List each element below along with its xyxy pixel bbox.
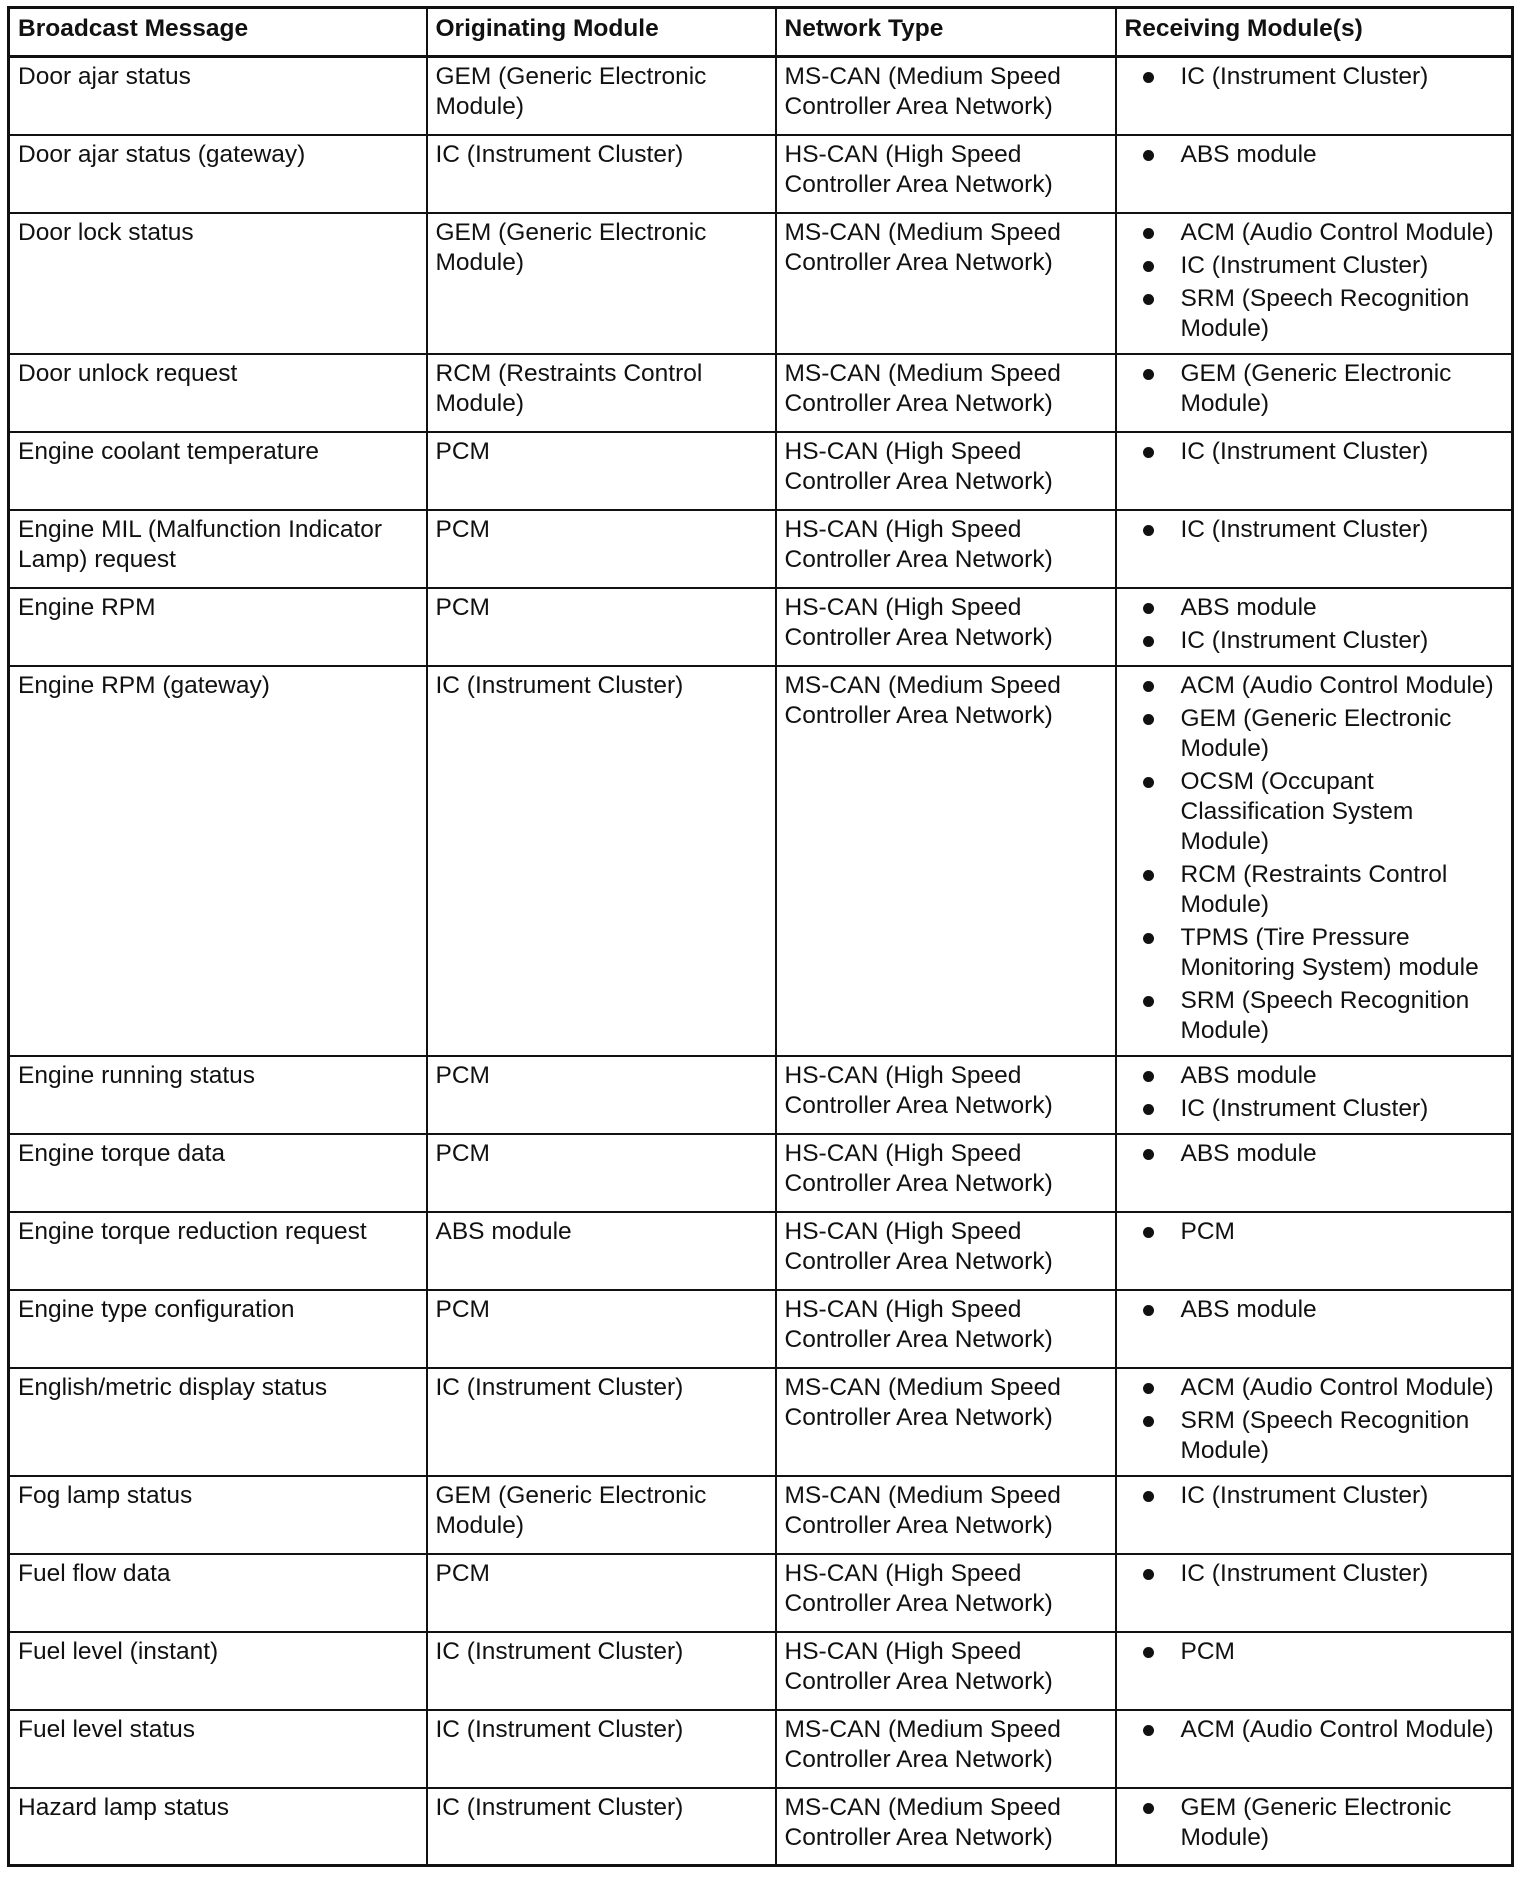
list-item	[1125, 923, 1504, 983]
bullet-icon	[1143, 1569, 1154, 1580]
broadcast-message-cell: Door ajar status	[9, 57, 427, 135]
network-type-cell: HS-CAN (High Speed Controller Area Network)	[776, 432, 1116, 510]
receiving-modules-list	[1125, 437, 1504, 467]
originating-module-cell: IC (Instrument Cluster)	[427, 1788, 776, 1866]
network-type-cell: HS-CAN (High Speed Controller Area Network)	[776, 1212, 1116, 1290]
originating-module-cell: PCM	[427, 1290, 776, 1368]
bullet-icon	[1143, 777, 1154, 788]
table-row	[9, 588, 1513, 666]
network-type-cell: HS-CAN (High Speed Controller Area Network)	[776, 135, 1116, 213]
broadcast-message-cell: Engine coolant temperature	[9, 432, 427, 510]
bullet-icon	[1143, 72, 1154, 83]
receiving-module-label: IC (Instrument Cluster)	[1180, 1094, 1429, 1122]
receiving-modules-list	[1125, 1559, 1504, 1589]
broadcast-message-cell: Engine running status	[9, 1056, 427, 1134]
receiving-modules-list	[1125, 593, 1504, 656]
bullet-icon	[1143, 228, 1154, 239]
header-row	[9, 8, 1513, 57]
bullet-icon	[1143, 1149, 1154, 1160]
bullet-icon	[1143, 681, 1154, 692]
receiving-modules-list	[1125, 671, 1504, 1046]
table-row	[9, 1632, 1513, 1710]
receiving-modules-list	[1125, 1793, 1504, 1853]
originating-module-cell: PCM	[427, 1056, 776, 1134]
receiving-module-label: GEM (Generic Electronic Module)	[1180, 359, 1452, 417]
broadcast-message-cell: Fog lamp status	[9, 1476, 427, 1554]
broadcast-message-cell: Engine RPM (gateway)	[9, 666, 427, 1056]
originating-module-cell: IC (Instrument Cluster)	[427, 135, 776, 213]
broadcast-message-cell: Door unlock request	[9, 354, 427, 432]
originating-module-cell: IC (Instrument Cluster)	[427, 1632, 776, 1710]
receiving-modules-cell	[1116, 432, 1513, 510]
list-item	[1125, 860, 1504, 920]
receiving-module-label: ACM (Audio Control Module)	[1180, 218, 1494, 246]
receiving-modules-list	[1125, 359, 1504, 419]
broadcast-message-cell: Engine RPM	[9, 588, 427, 666]
originating-module-cell: PCM	[427, 1554, 776, 1632]
list-item	[1125, 1217, 1504, 1247]
receiving-modules-cell	[1116, 588, 1513, 666]
header-broadcast-message: Broadcast Message	[9, 8, 427, 57]
originating-module-cell: IC (Instrument Cluster)	[427, 1368, 776, 1476]
bullet-icon	[1143, 1305, 1154, 1316]
receiving-modules-list	[1125, 218, 1504, 344]
network-type-cell: MS-CAN (Medium Speed Controller Area Network)	[776, 1710, 1116, 1788]
list-item	[1125, 140, 1504, 170]
receiving-module-label: PCM	[1180, 1637, 1235, 1665]
receiving-module-label: IC (Instrument Cluster)	[1180, 626, 1429, 654]
receiving-modules-list	[1125, 1481, 1504, 1511]
receiving-module-label: IC (Instrument Cluster)	[1180, 515, 1429, 543]
broadcast-message-cell: Door ajar status (gateway)	[9, 135, 427, 213]
receiving-module-label: TPMS (Tire Pressure Monitoring System) module	[1180, 923, 1479, 981]
list-item	[1125, 1094, 1504, 1124]
originating-module-cell: IC (Instrument Cluster)	[427, 1710, 776, 1788]
list-item	[1125, 1793, 1504, 1853]
header-network-type: Network Type	[776, 8, 1116, 57]
list-item	[1125, 251, 1504, 281]
list-item	[1125, 986, 1504, 1046]
receiving-module-label: PCM	[1180, 1217, 1235, 1245]
table-row	[9, 432, 1513, 510]
broadcast-message-cell: Engine torque data	[9, 1134, 427, 1212]
receiving-module-label: IC (Instrument Cluster)	[1180, 251, 1429, 279]
bullet-icon	[1143, 150, 1154, 161]
network-type-cell: MS-CAN (Medium Speed Controller Area Network)	[776, 1476, 1116, 1554]
receiving-modules-cell	[1116, 1632, 1513, 1710]
list-item	[1125, 1139, 1504, 1169]
network-type-cell: MS-CAN (Medium Speed Controller Area Network)	[776, 666, 1116, 1056]
receiving-modules-cell	[1116, 510, 1513, 588]
bullet-icon	[1143, 1491, 1154, 1502]
receiving-modules-list	[1125, 1373, 1504, 1466]
table-row	[9, 1056, 1513, 1134]
receiving-module-label: ACM (Audio Control Module)	[1180, 671, 1494, 699]
receiving-modules-cell	[1116, 135, 1513, 213]
originating-module-cell: GEM (Generic Electronic Module)	[427, 213, 776, 354]
network-type-cell: HS-CAN (High Speed Controller Area Network)	[776, 1632, 1116, 1710]
receiving-module-label: ABS module	[1180, 140, 1317, 168]
receiving-modules-cell	[1116, 1788, 1513, 1866]
bullet-icon	[1143, 870, 1154, 881]
receiving-module-label: RCM (Restraints Control Module)	[1180, 860, 1448, 918]
receiving-modules-cell	[1116, 354, 1513, 432]
table-row	[9, 510, 1513, 588]
receiving-modules-cell	[1116, 666, 1513, 1056]
receiving-modules-list	[1125, 1715, 1504, 1745]
header-receiving-modules: Receiving Module(s)	[1116, 8, 1513, 57]
network-type-cell: HS-CAN (High Speed Controller Area Network)	[776, 1290, 1116, 1368]
originating-module-cell: RCM (Restraints Control Module)	[427, 354, 776, 432]
broadcast-message-table	[7, 6, 1514, 1867]
originating-module-cell: GEM (Generic Electronic Module)	[427, 1476, 776, 1554]
list-item	[1125, 1481, 1504, 1511]
table-row	[9, 1212, 1513, 1290]
list-item	[1125, 1061, 1504, 1091]
network-type-cell: MS-CAN (Medium Speed Controller Area Network)	[776, 213, 1116, 354]
list-item	[1125, 437, 1504, 467]
list-item	[1125, 359, 1504, 419]
network-type-cell: HS-CAN (High Speed Controller Area Network)	[776, 1134, 1116, 1212]
originating-module-cell: PCM	[427, 432, 776, 510]
bullet-icon	[1143, 1647, 1154, 1658]
table-row	[9, 213, 1513, 354]
bullet-icon	[1143, 714, 1154, 725]
broadcast-message-cell: Fuel flow data	[9, 1554, 427, 1632]
list-item	[1125, 1637, 1504, 1667]
table-body	[9, 57, 1513, 1866]
bullet-icon	[1143, 1803, 1154, 1814]
bullet-icon	[1143, 603, 1154, 614]
table-row	[9, 1710, 1513, 1788]
originating-module-cell: PCM	[427, 510, 776, 588]
list-item	[1125, 1559, 1504, 1589]
network-type-cell: HS-CAN (High Speed Controller Area Network)	[776, 1554, 1116, 1632]
table-row	[9, 1290, 1513, 1368]
receiving-modules-cell	[1116, 213, 1513, 354]
receiving-module-label: IC (Instrument Cluster)	[1180, 63, 1429, 90]
table-row	[9, 1476, 1513, 1554]
receiving-module-label: GEM (Generic Electronic Module)	[1180, 704, 1452, 762]
receiving-modules-list	[1125, 62, 1504, 92]
network-type-cell: MS-CAN (Medium Speed Controller Area Network)	[776, 354, 1116, 432]
network-type-cell: HS-CAN (High Speed Controller Area Network)	[776, 510, 1116, 588]
bullet-icon	[1143, 1071, 1154, 1082]
table-row	[9, 666, 1513, 1056]
broadcast-message-cell: Hazard lamp status	[9, 1788, 427, 1866]
receiving-modules-list	[1125, 1061, 1504, 1124]
list-item	[1125, 1715, 1504, 1745]
bullet-icon	[1143, 1383, 1154, 1394]
receiving-module-label: IC (Instrument Cluster)	[1180, 437, 1429, 465]
list-item	[1125, 767, 1504, 857]
table-row	[9, 1788, 1513, 1866]
receiving-module-label: SRM (Speech Recognition Module)	[1180, 1406, 1470, 1464]
table-row	[9, 1134, 1513, 1212]
receiving-modules-list	[1125, 140, 1504, 170]
bullet-icon	[1143, 1416, 1154, 1427]
bullet-icon	[1143, 996, 1154, 1007]
receiving-modules-list	[1125, 1217, 1504, 1247]
list-item	[1125, 218, 1504, 248]
broadcast-message-cell: English/metric display status	[9, 1368, 427, 1476]
receiving-modules-cell	[1116, 1212, 1513, 1290]
table-row	[9, 1554, 1513, 1632]
bullet-icon	[1143, 447, 1154, 458]
broadcast-message-cell: Engine MIL (Malfunction Indicator Lamp) request	[9, 510, 427, 588]
broadcast-message-cell: Fuel level (instant)	[9, 1632, 427, 1710]
network-type-cell: HS-CAN (High Speed Controller Area Network)	[776, 588, 1116, 666]
receiving-module-label: ACM (Audio Control Module)	[1180, 1715, 1494, 1743]
receiving-modules-cell	[1116, 57, 1513, 135]
list-item	[1125, 593, 1504, 623]
bullet-icon	[1143, 261, 1154, 272]
table-row	[9, 135, 1513, 213]
bullet-icon	[1143, 525, 1154, 536]
receiving-module-label: ACM (Audio Control Module)	[1180, 1373, 1494, 1401]
receiving-modules-cell	[1116, 1056, 1513, 1134]
table-row	[9, 1368, 1513, 1476]
list-item	[1125, 62, 1504, 92]
receiving-module-label: IC (Instrument Cluster)	[1180, 1559, 1429, 1587]
network-type-cell: MS-CAN (Medium Speed Controller Area Network)	[776, 1368, 1116, 1476]
network-type-cell: MS-CAN (Medium Speed Controller Area Network)	[776, 57, 1116, 135]
bullet-icon	[1143, 1227, 1154, 1238]
originating-module-cell: GEM (Generic Electronic Module)	[427, 57, 776, 135]
broadcast-message-cell: Fuel level status	[9, 1710, 427, 1788]
table-row	[9, 57, 1513, 135]
bullet-icon	[1143, 1725, 1154, 1736]
broadcast-message-cell: Engine torque reduction request	[9, 1212, 427, 1290]
header-originating-module: Originating Module	[427, 8, 776, 57]
bullet-icon	[1143, 636, 1154, 647]
list-item	[1125, 1406, 1504, 1466]
receiving-modules-list	[1125, 1139, 1504, 1169]
list-item	[1125, 704, 1504, 764]
receiving-modules-list	[1125, 1637, 1504, 1667]
receiving-modules-list	[1125, 1295, 1504, 1325]
network-type-cell: MS-CAN (Medium Speed Controller Area Network)	[776, 1788, 1116, 1866]
table-row	[9, 354, 1513, 432]
receiving-module-label: IC (Instrument Cluster)	[1180, 1481, 1429, 1509]
network-type-cell: HS-CAN (High Speed Controller Area Network)	[776, 1056, 1116, 1134]
receiving-modules-cell	[1116, 1368, 1513, 1476]
receiving-module-label: ABS module	[1180, 1295, 1317, 1323]
receiving-module-label: ABS module	[1180, 1061, 1317, 1089]
receiving-modules-list	[1125, 515, 1504, 545]
receiving-module-label: GEM (Generic Electronic Module)	[1180, 1793, 1452, 1851]
table-header	[9, 8, 1513, 57]
receiving-module-label: ABS module	[1180, 593, 1317, 621]
list-item	[1125, 626, 1504, 656]
originating-module-cell: PCM	[427, 588, 776, 666]
list-item	[1125, 1373, 1504, 1403]
bullet-icon	[1143, 933, 1154, 944]
receiving-modules-cell	[1116, 1554, 1513, 1632]
originating-module-cell: PCM	[427, 1134, 776, 1212]
receiving-module-label: SRM (Speech Recognition Module)	[1180, 986, 1470, 1044]
receiving-module-label: OCSM (Occupant Classification System Module)	[1180, 767, 1414, 855]
receiving-module-label: ABS module	[1180, 1139, 1317, 1167]
receiving-modules-cell	[1116, 1710, 1513, 1788]
broadcast-message-cell: Engine type configuration	[9, 1290, 427, 1368]
list-item	[1125, 284, 1504, 344]
bullet-icon	[1143, 294, 1154, 305]
broadcast-message-cell: Door lock status	[9, 213, 427, 354]
list-item	[1125, 1295, 1504, 1325]
receiving-module-label: SRM (Speech Recognition Module)	[1180, 284, 1470, 342]
receiving-modules-cell	[1116, 1476, 1513, 1554]
receiving-modules-cell	[1116, 1134, 1513, 1212]
originating-module-cell: IC (Instrument Cluster)	[427, 666, 776, 1056]
bullet-icon	[1143, 1104, 1154, 1115]
list-item	[1125, 515, 1504, 545]
bullet-icon	[1143, 369, 1154, 380]
receiving-modules-cell	[1116, 1290, 1513, 1368]
originating-module-cell: ABS module	[427, 1212, 776, 1290]
list-item	[1125, 671, 1504, 701]
